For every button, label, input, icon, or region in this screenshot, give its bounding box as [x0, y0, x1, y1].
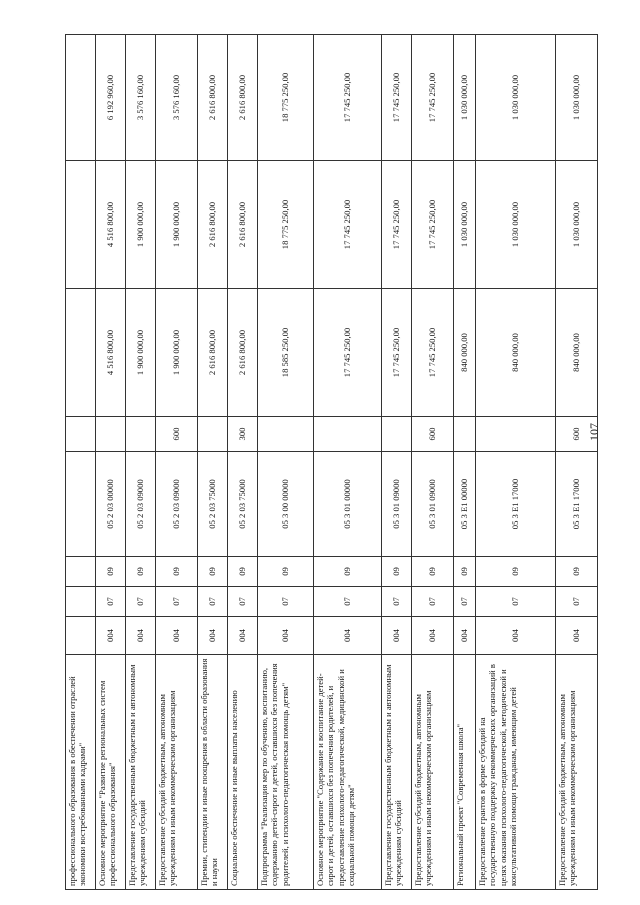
cell-amount-2: 1 030 000,00: [476, 161, 556, 289]
cell-vr: 600: [156, 417, 198, 452]
cell-rz: 07: [96, 587, 126, 617]
table-row: [476, 35, 556, 890]
cell-rz: 07: [382, 587, 412, 617]
cell-gr: 004: [454, 617, 476, 655]
cell-gr: 004: [556, 617, 598, 655]
cell-amount-2: 17 745 250,00: [314, 161, 382, 289]
cell-gr: 004: [412, 617, 454, 655]
cell-pr: 09: [126, 557, 156, 587]
cell-pr: 09: [228, 557, 258, 587]
cell-vr: 600: [556, 417, 598, 452]
cell-amount-3: 3 576 160,00: [156, 35, 198, 161]
cell-vr: [126, 417, 156, 452]
cell-amount-1: 2 616 800,00: [198, 289, 228, 417]
row-name: Представление государственным бюджетным и автономным учреждениям субсидий: [382, 655, 412, 890]
rotated-table-container: [65, 35, 585, 890]
cell-csr: 05 2 03 09000: [156, 452, 198, 557]
cell-csr: 05 2 03 09000: [126, 452, 156, 557]
cell-vr: [382, 417, 412, 452]
row-name: Социальное обеспечение и иные выплаты населению: [228, 655, 258, 890]
cell-csr: 05 3 E1 17000: [556, 452, 598, 557]
cell-vr: 600: [412, 417, 454, 452]
cell-csr: 05 3 00 00000: [258, 452, 314, 557]
row-name: Основное мероприятие "Развитие региональных систем профессионального образования": [96, 655, 126, 890]
cell-gr: 004: [198, 617, 228, 655]
cell-amount-3: 1 030 000,00: [476, 35, 556, 161]
cell-csr: 05 2 03 00000: [96, 452, 126, 557]
cell-amount-1: 840 000,00: [476, 289, 556, 417]
cell-gr: 004: [156, 617, 198, 655]
cell-rz: 07: [314, 587, 382, 617]
cell-pr: 09: [412, 557, 454, 587]
table-row: [66, 35, 96, 890]
cell-amount-3: 3 576 160,00: [126, 35, 156, 161]
cell-vr: [454, 417, 476, 452]
cell-amount-2: 2 616 800,00: [228, 161, 258, 289]
cell-amount-1: [66, 289, 96, 417]
cell-csr: 05 3 01 09000: [412, 452, 454, 557]
cell-gr: 004: [228, 617, 258, 655]
cell-amount-1: 2 616 800,00: [228, 289, 258, 417]
cell-amount-2: 1 030 000,00: [454, 161, 476, 289]
cell-gr: [66, 617, 96, 655]
cell-rz: 07: [126, 587, 156, 617]
cell-amount-2: 1 030 000,00: [556, 161, 598, 289]
cell-amount-3: 2 616 800,00: [228, 35, 258, 161]
cell-amount-3: 17 745 250,00: [314, 35, 382, 161]
cell-rz: 07: [454, 587, 476, 617]
table-row: [314, 35, 382, 890]
cell-amount-3: 6 192 960,00: [96, 35, 126, 161]
cell-amount-3: 1 030 000,00: [454, 35, 476, 161]
cell-amount-3: 18 775 250,00: [258, 35, 314, 161]
cell-gr: 004: [314, 617, 382, 655]
cell-vr: [66, 417, 96, 452]
table-row: [228, 35, 258, 890]
cell-gr: 004: [258, 617, 314, 655]
cell-vr: [96, 417, 126, 452]
row-name: Предоставление субсидий бюджетным, автономным учреждениям и иным некоммерческим организациям: [556, 655, 598, 890]
cell-vr: 300: [228, 417, 258, 452]
cell-vr: [258, 417, 314, 452]
cell-gr: 004: [96, 617, 126, 655]
cell-pr: 09: [454, 557, 476, 587]
table-row: [198, 35, 228, 890]
row-name: Предоставление грантов в форме субсидий на государственную поддержку некоммерческих организаций в целях оказания психолого-педагогической, методической и консультативной помощи гражданам, имеющим детей: [476, 655, 556, 890]
cell-pr: 09: [314, 557, 382, 587]
cell-amount-1: 4 516 800,00: [96, 289, 126, 417]
cell-csr: 05 2 03 75000: [228, 452, 258, 557]
cell-rz: 07: [156, 587, 198, 617]
table-row: [556, 35, 598, 890]
cell-vr: [476, 417, 556, 452]
cell-amount-2: [66, 161, 96, 289]
cell-csr: 05 3 E1 17000: [476, 452, 556, 557]
cell-gr: 004: [476, 617, 556, 655]
cell-gr: 004: [382, 617, 412, 655]
cell-amount-3: [66, 35, 96, 161]
budget-table: [65, 34, 598, 890]
cell-vr: [314, 417, 382, 452]
cell-amount-1: 840 000,00: [556, 289, 598, 417]
cell-amount-3: 2 616 800,00: [198, 35, 228, 161]
table-row: [156, 35, 198, 890]
cell-vr: [198, 417, 228, 452]
cell-rz: 07: [198, 587, 228, 617]
cell-amount-1: 17 745 250,00: [382, 289, 412, 417]
cell-amount-3: 17 745 250,00: [382, 35, 412, 161]
cell-amount-3: 1 030 000,00: [556, 35, 598, 161]
cell-rz: [66, 587, 96, 617]
cell-pr: [66, 557, 96, 587]
page-number: 107: [587, 423, 601, 441]
cell-rz: 07: [556, 587, 598, 617]
cell-pr: 09: [382, 557, 412, 587]
cell-pr: 09: [476, 557, 556, 587]
cell-amount-1: 1 900 000,00: [156, 289, 198, 417]
row-name: Предоставление субсидий бюджетным, автономным учреждениям и иным некоммерческим организациям: [156, 655, 198, 890]
cell-amount-2: 18 775 250,00: [258, 161, 314, 289]
cell-rz: 07: [258, 587, 314, 617]
table-row: [412, 35, 454, 890]
cell-csr: 05 2 03 75000: [198, 452, 228, 557]
cell-gr: 004: [126, 617, 156, 655]
row-name: Предоставление субсидий бюджетным, автономным учреждениям и иным некоммерческим организациям: [412, 655, 454, 890]
cell-pr: 09: [258, 557, 314, 587]
table-row: [258, 35, 314, 890]
row-name: Региональный проект "Современная школа": [454, 655, 476, 890]
cell-csr: 05 3 01 09000: [382, 452, 412, 557]
cell-amount-2: 2 616 800,00: [198, 161, 228, 289]
cell-amount-2: 4 516 800,00: [96, 161, 126, 289]
cell-amount-2: 17 745 250,00: [412, 161, 454, 289]
cell-amount-1: 17 745 250,00: [412, 289, 454, 417]
cell-amount-2: 17 745 250,00: [382, 161, 412, 289]
cell-pr: 09: [96, 557, 126, 587]
cell-csr: 05 3 E1 00000: [454, 452, 476, 557]
cell-amount-1: 18 585 250,00: [258, 289, 314, 417]
row-name: Подпрограмма "Реализация мер по обучению, воспитанию, содержанию детей-сирот и детей, оставшихся без попечения родителей, и психолого-педагогическая помощь детям": [258, 655, 314, 890]
cell-amount-2: 1 900 000,00: [126, 161, 156, 289]
cell-csr: 05 3 01 00000: [314, 452, 382, 557]
table-row: [454, 35, 476, 890]
cell-pr: 09: [156, 557, 198, 587]
table-row: [126, 35, 156, 890]
cell-amount-3: 17 745 250,00: [412, 35, 454, 161]
cell-rz: 07: [476, 587, 556, 617]
cell-amount-1: 1 900 000,00: [126, 289, 156, 417]
cell-rz: 07: [412, 587, 454, 617]
row-name: Основное мероприятие "Содержание и воспитание детей-сирот и детей, оставшихся без попечения родителей, и предоставление психолого-педагогической, медицинской и социальной помощи детям": [314, 655, 382, 890]
row-name: профессионального образования в обеспечении отраслей экономики востребованными кадрами": [66, 655, 96, 890]
cell-pr: 09: [556, 557, 598, 587]
table-row: [96, 35, 126, 890]
cell-rz: 07: [228, 587, 258, 617]
cell-amount-1: 17 745 250,00: [314, 289, 382, 417]
cell-amount-2: 1 900 000,00: [156, 161, 198, 289]
cell-amount-1: 840 000,00: [454, 289, 476, 417]
row-name: Представление государственным бюджетным и автономным учреждениям субсидий: [126, 655, 156, 890]
cell-csr: [66, 452, 96, 557]
table-row: [382, 35, 412, 890]
row-name: Премии, стипендии и иные поощрения в области образования и науки: [198, 655, 228, 890]
cell-pr: 09: [198, 557, 228, 587]
